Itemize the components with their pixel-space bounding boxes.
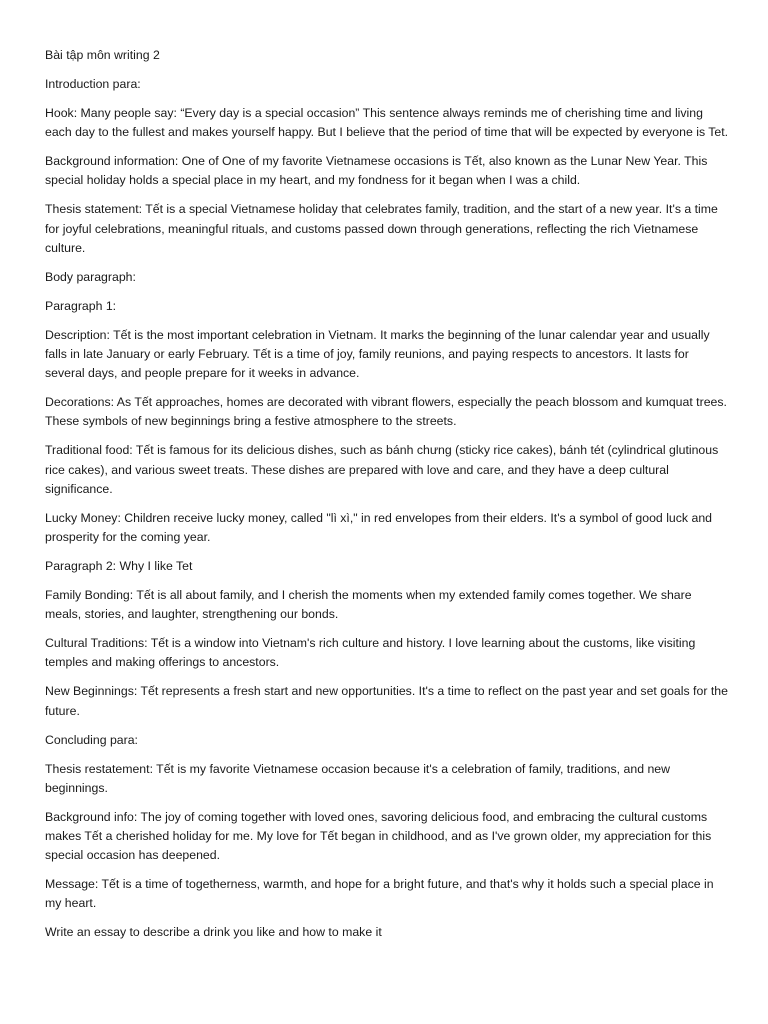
paragraph-message: Message: Tết is a time of togetherness, warmth, and hope for a bright future, and that's why it holds such a special place in my heart. — [45, 877, 714, 911]
paragraph-assignment-prompt: Write an essay to describe a drink you like and how to make it — [45, 925, 382, 940]
paragraph-new-beginnings: New Beginnings: Tết represents a fresh start and new opportunities. It's a time to reflect on the past year and set goals for the future. — [45, 684, 728, 718]
section-heading-introduction: Introduction para: — [45, 77, 141, 91]
paragraph-hook: Hook: Many people say: “Every day is a special occasion” This sentence always reminds me of cherishing time and living each day to the fullest and makes yourself happy. But I believe that the period of time that will be expected by everyone is Tet. — [45, 106, 729, 140]
paragraph-thesis-statement: Thesis statement: Tết is a special Vietnamese holiday that celebrates family, tradition, and the start of a new year. It's a time for joyful celebrations, meaningful rituals, and customs passed down through generations, reflecting the rich Vietnamese culture. — [45, 202, 718, 255]
paragraph-decorations: Decorations: As Tết approaches, homes are decorated with vibrant flowers, especially the peach blossom and kumquat trees. These symbols of new beginnings bring a festive atmosphere to the streets. — [45, 395, 727, 429]
subheading-paragraph-2: Paragraph 2: Why I like Tet — [45, 559, 193, 574]
subheading-paragraph-1: Paragraph 1: — [45, 298, 117, 313]
paragraph-family-bonding: Family Bonding: Tết is all about family, and I cherish the moments when my extended family comes together. We share meals, stories, and laughter, strengthening our bonds. — [45, 588, 692, 622]
paragraph-traditional-food: Traditional food: Tết is famous for its delicious dishes, such as bánh chưng (sticky rice cakes), bánh tét (cylindrical glutinous rice cakes), and various sweet treats. These dishes are prepared with love and care, and they have a deep cultural significance. — [45, 443, 719, 496]
paragraph-description: Description: Tết is the most important celebration in Vietnam. It marks the beginning of the lunar calendar year and usually falls in late January or early February. Tết is a time of joy, family reunions, and paying respects to ancestors. It lasts for several days, and people prepare for it weeks in advance. — [45, 327, 710, 381]
paragraph-thesis-restatement: Thesis restatement: Tết is my favorite Vietnamese occasion because it's a celebration of family, traditions, and new beginnings. — [45, 761, 671, 795]
paragraph-cultural-traditions: Cultural Traditions: Tết is a window into Vietnam's rich culture and history. I love learning about the customs, like visiting temples and making offerings to ancestors. — [45, 636, 696, 670]
document-body — [45, 46, 731, 952]
section-heading-body: Body paragraph: — [45, 269, 136, 284]
paragraph-lucky-money: Lucky Money: Children receive lucky money, called "lì xì," in red envelopes from their elders. It's a symbol of good luck and prosperity for the coming year. — [45, 510, 712, 545]
paragraph-background-information: Background information: One of One of my favorite Vietnamese occasions is Tết, also known as the Lunar New Year. This special holiday holds a special place in my heart, and my fondness for it began when I was a child. — [45, 154, 708, 188]
section-heading-conclusion: Concluding para: — [45, 732, 138, 747]
document-title: Bài tập môn writing 2 — [45, 48, 160, 62]
paragraph-background-info: Background info: The joy of coming together with loved ones, savoring delicious food, and embracing the cultural customs makes Tết a cherished holiday for me. My love for Tết began in childhood, and as I've grown older, my appreciation for this special occasion has deepened. — [45, 809, 712, 863]
